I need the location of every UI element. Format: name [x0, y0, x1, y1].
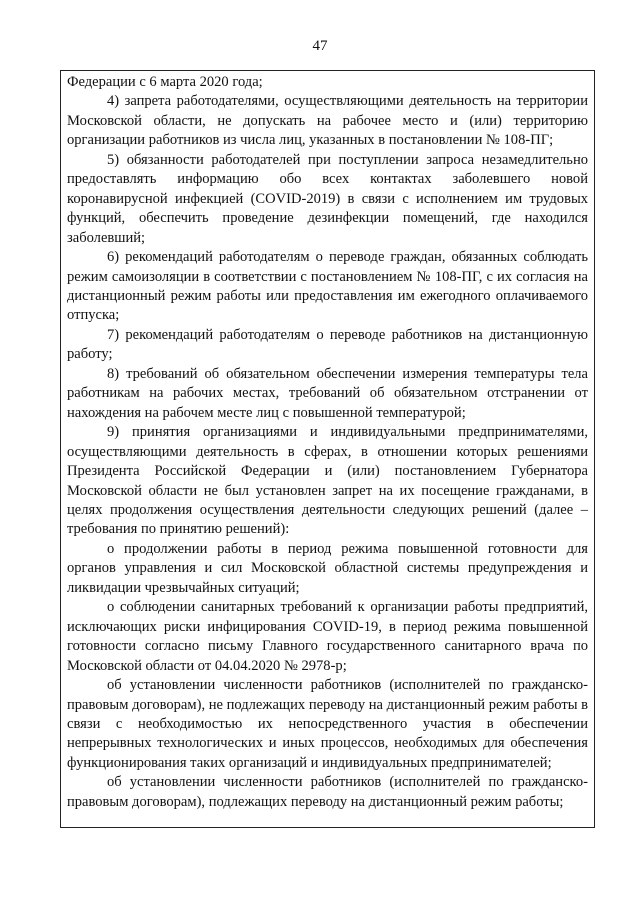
document-text-frame: [60, 70, 595, 828]
page-number: 47: [312, 38, 328, 54]
paragraph-decision-work-continuation: о продолжении работы в период режима повышенной готовности для органов управления и сил Московской областной системы предупреждения и ликвидации чрезвычайных ситуаций;: [67, 540, 588, 596]
paragraph-item-8: 8) требований об обязательном обеспечении измерения температуры тела работникам на рабочих местах, требований об обязательном отстранении от нахождения на рабочем месте лиц с повышенной температурой;: [67, 365, 588, 421]
paragraph-decision-sanitary: о соблюдении санитарных требований к организации работы предприятий, исключающих риски инфицирования COVID-19, в период режима повышенной готовности согласно письму Главного государственного санитарного врача по Московской области от 04.04.2020 № 2978-р;: [67, 599, 588, 674]
paragraph-item-9: 9) принятия организациями и индивидуальными предпринимателями, осуществляющими деятельность в сферах, в отношении которых решениями Президента Российской Федерации и (или) постановлением Губернатора Московской области не был установлен запрет на их посещение гражданами, в целях продолжения осуществления деятельности следующих решений (далее – требования по принятию решений):: [67, 424, 588, 538]
paragraph-item-5: 5) обязанности работодателей при поступлении запроса незамедлительно предоставлять информацию обо всех контактах заболевшего новой коронавирусной инфекцией (COVID-2019) в связи с исполнением им трудовых функций, обеспечить проведение дезинфекции помещений, где находился заболевший;: [67, 151, 588, 246]
paragraph-decision-onsite-staff: об установлении численности работников (исполнителей по гражданско-правовым договорам), не подлежащих переводу на дистанционный режим работы в связи с необходимостью их непосредственного участия в обеспечении непрерывных технологических и иных процессов, необходимых для обеспечения функционирования таких организаций и индивидуальных предпринимателей;: [67, 677, 588, 771]
paragraph-continuation: Федерации с 6 марта 2020 года;: [67, 74, 263, 90]
paragraph-item-7: 7) рекомендаций работодателям о переводе работников на дистанционную работу;: [67, 326, 588, 363]
paragraph-item-6: 6) рекомендаций работодателям о переводе граждан, обязанных соблюдать режим самоизоляции в соответствии с постановлением № 108-ПГ, с их согласия на дистанционный режим работы или предоставления им ежегодного оплачиваемого отпуска;: [67, 249, 588, 324]
paragraph-item-4: 4) запрета работодателями, осуществляющими деятельность на территории Московской области, не допускать на рабочее место и (или) территорию организации работников из числа лиц, указанных в постановлении № 108-ПГ;: [67, 93, 588, 149]
paragraph-decision-remote-staff: об установлении численности работников (исполнителей по гражданско-правовым договорам), подлежащих переводу на дистанционный режим работы;: [67, 774, 588, 810]
